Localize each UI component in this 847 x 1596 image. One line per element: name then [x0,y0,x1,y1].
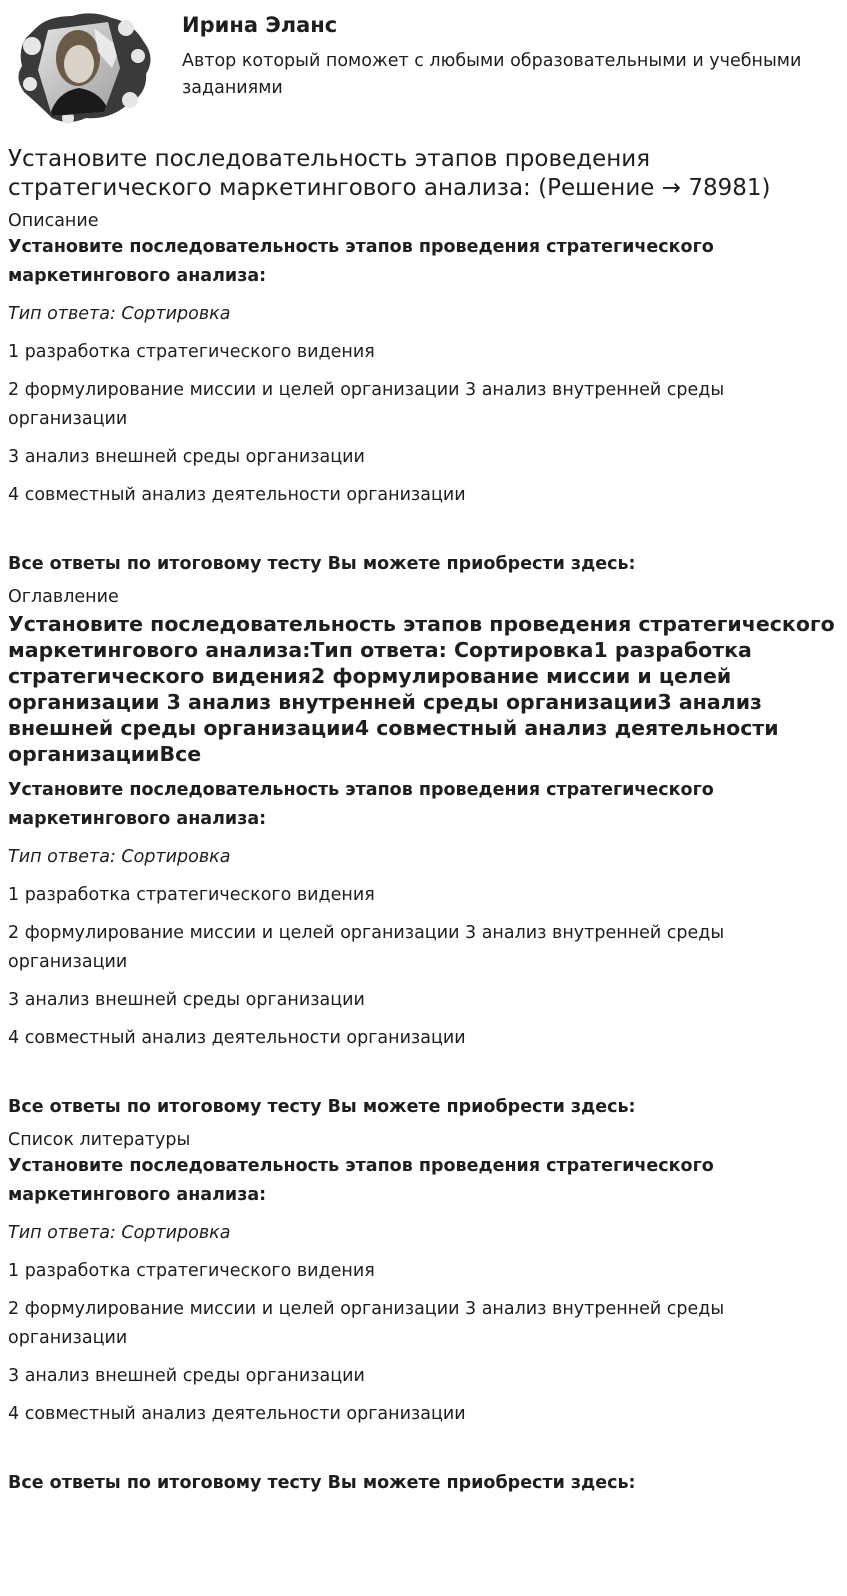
author-name[interactable]: Ирина Эланс [182,13,338,37]
buy-answers-text: Все ответы по итоговому тесту Вы можете приобрести здесь: [8,1097,636,1117]
question-text: Установите последовательность этапов проведения стратегического маркетингового анализа: [8,237,714,286]
buy-answers-text: Все ответы по итоговому тесту Вы можете приобрести здесь: [8,554,636,574]
section-label-description: Описание [8,211,99,231]
option-item: 3 анализ внешней среды организации [8,990,365,1010]
option-item: 2 формулирование миссии и целей организации 3 анализ внутренней среды организации [8,1299,725,1348]
description-section [8,209,839,576]
author-avatar [8,8,158,126]
option-item: 1 разработка стратегического видения [8,342,375,362]
toc-section [8,585,839,1119]
answer-type: Тип ответа: Сортировка [8,1223,231,1243]
section-label-bibliography: Список литературы [8,1130,191,1150]
author-block [8,0,839,133]
option-item: 1 разработка стратегического видения [8,885,375,905]
author-description: Автор который поможет с любыми образовательными и учебными заданиями [182,51,802,98]
option-item: 4 совместный анализ деятельности организации [8,1028,466,1048]
option-item: 4 совместный анализ деятельности организации [8,485,466,505]
toc-heading: Установите последовательность этапов проведения стратегического маркетингового анализа:Тип ответа: Сортировка1 разработка стратегического видения2 формулирование миссии и целей организации 3 анализ внутренней среды организации3 анализ внешней среды организации4 совместный анализ деятельности организацииВсе [8,612,835,766]
answer-type: Тип ответа: Сортировка [8,847,231,867]
question-text: Установите последовательность этапов проведения стратегического маркетингового анализа: [8,780,714,829]
option-item: 2 формулирование миссии и целей организации 3 анализ внутренней среды организации [8,380,725,429]
bibliography-section [8,1128,839,1495]
option-item: 3 анализ внешней среды организации [8,1366,365,1386]
section-label-toc: Оглавление [8,587,119,607]
question-text: Установите последовательность этапов проведения стратегического маркетингового анализа: [8,1156,714,1205]
option-item: 3 анализ внешней среды организации [8,447,365,467]
option-item: 4 совместный анализ деятельности организации [8,1404,466,1424]
avatar-frame-icon [8,8,158,126]
answer-type: Тип ответа: Сортировка [8,304,231,324]
option-item: 2 формулирование миссии и целей организации 3 анализ внутренней среды организации [8,923,725,972]
author-info [182,8,839,133]
option-item: 1 разработка стратегического видения [8,1261,375,1281]
page-title: Установите последовательность этапов проведения стратегического маркетингового анализа: (Решение → 78981) [8,146,771,201]
buy-answers-text: Все ответы по итоговому тесту Вы можете приобрести здесь: [8,1473,636,1493]
